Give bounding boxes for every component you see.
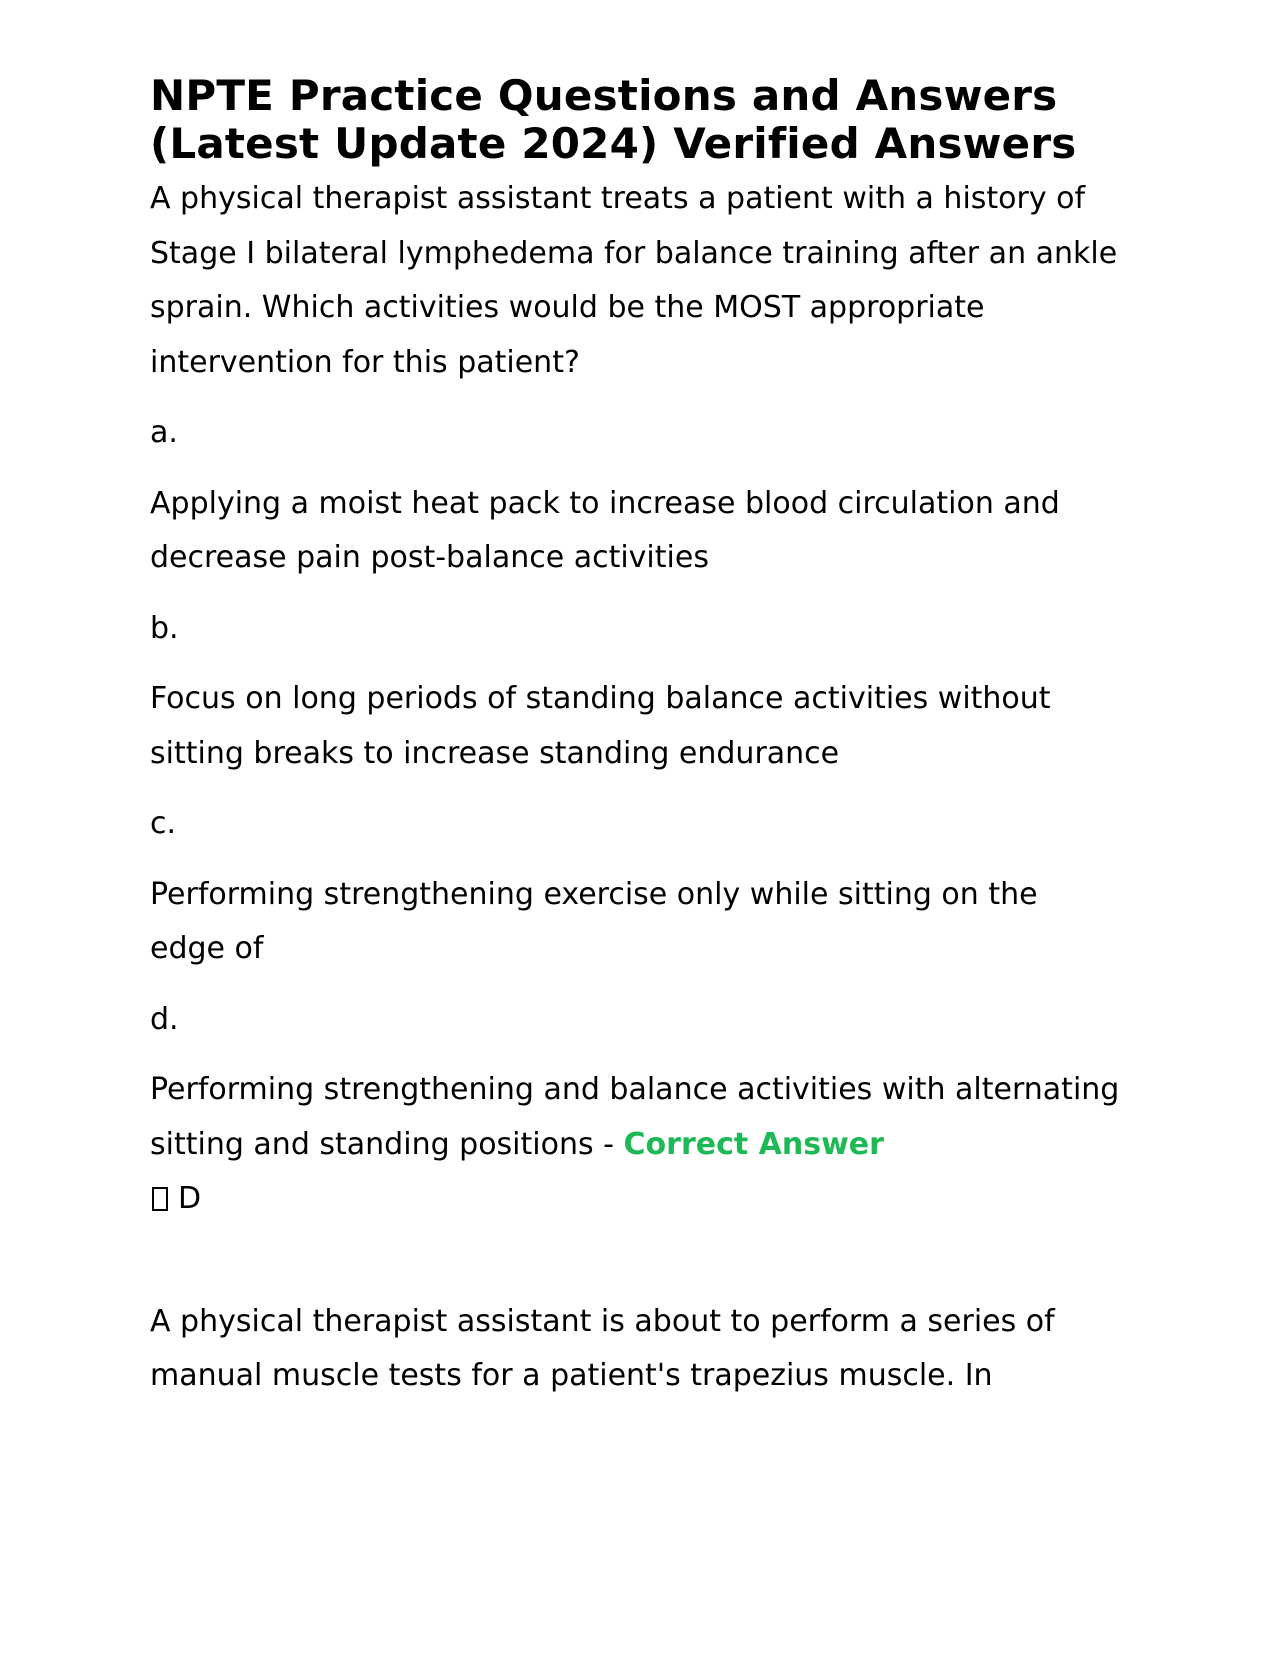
title-line-2: (Latest Update 2024) Verified Answers xyxy=(150,119,1077,168)
missing-glyph-box-icon xyxy=(152,1187,168,1211)
document-title xyxy=(150,72,1140,168)
question-2-stem: A physical therapist assistant is about to perform a series of manual muscle tests for a patient's trapezius muscle. In xyxy=(150,1303,1055,1393)
option-d-block xyxy=(150,1063,1120,1227)
option-a-text: Applying a moist heat pack to increase blood circulation and decrease pain post-balance activities xyxy=(150,485,1060,575)
answer-value: D xyxy=(178,1181,202,1216)
document-page xyxy=(150,72,1140,1404)
option-b-text: Focus on long periods of standing balance activities without sitting breaks to increase standing endurance xyxy=(150,681,1051,771)
correct-answer-label: Correct Answer xyxy=(623,1126,884,1162)
option-c-letter: c. xyxy=(150,806,177,841)
option-d-text: Performing strengthening and balance activities with alternating sitting and standing positions - xyxy=(150,1072,1120,1162)
option-d-letter: d. xyxy=(150,1001,179,1037)
option-a-letter: a. xyxy=(150,415,178,450)
option-b-letter: b. xyxy=(150,610,179,646)
option-c-text: Performing strengthening exercise only while sitting on the edge of xyxy=(150,876,1038,966)
title-line-1: NPTE Practice Questions and Answers xyxy=(150,71,1058,120)
question-1-stem: A physical therapist assistant treats a patient with a history of Stage I bilateral lymphedema for balance training after an ankle sprain. Which activities would be the MOST appropriate intervention for this patient? xyxy=(150,181,1118,380)
